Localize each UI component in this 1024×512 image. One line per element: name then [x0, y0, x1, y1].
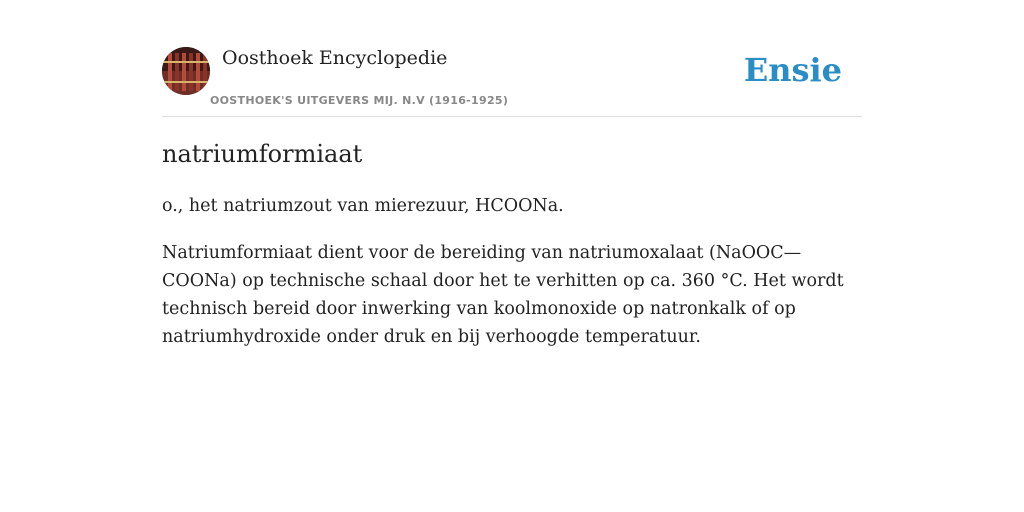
avatar-book-spine [189, 53, 193, 91]
avatar-book-spine [203, 53, 207, 91]
site-name-link[interactable]: Oosthoek Encyclopedie [222, 47, 448, 69]
article-paragraph: o., het natriumzout van mierezuur, HCOONa. [162, 196, 564, 216]
header [162, 0, 862, 117]
bookshelf-icon[interactable] [162, 47, 210, 95]
article-paragraph: Natriumformiaat dient voor de bereiding van natriumoxalaat (NaOOC—COONa) op technische schaal door het te verhitten op ca. 360 °C. Het wordt technisch bereid door inwerking van koolmonoxide op natronkalk of op natriumhydroxide onder druk en bij verhoogde temperatuur. [162, 243, 844, 347]
avatar-book-spine [168, 53, 172, 91]
avatar-book-spine [196, 53, 200, 91]
avatar-book-spine [175, 53, 179, 91]
publisher-label: OOSTHOEK'S UITGEVERS MIJ. N.V (1916-1925) [210, 94, 509, 107]
avatar-book-spine [182, 53, 186, 91]
avatar-gold-band [162, 81, 210, 83]
avatar-gold-band [162, 61, 210, 63]
page-container [162, 0, 862, 347]
article-title: natriumformiaat [162, 140, 363, 168]
ensie-logo-link[interactable]: Ensie [743, 51, 842, 89]
